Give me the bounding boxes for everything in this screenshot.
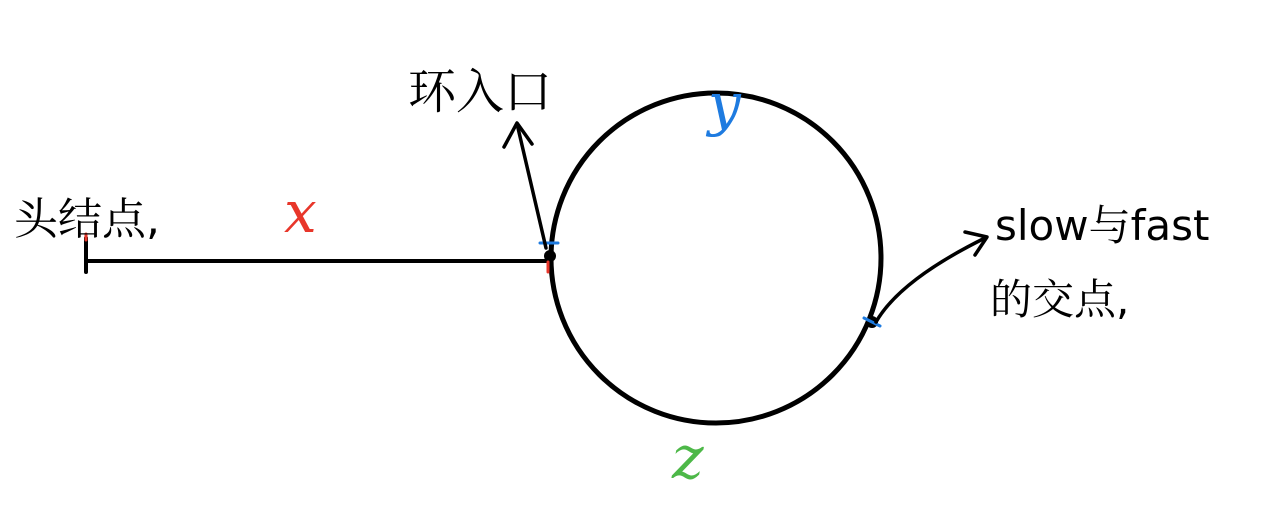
ring-entrance-node	[544, 250, 556, 262]
ring-entrance-arrow	[518, 128, 546, 248]
segment-x-label: x	[284, 178, 317, 246]
head-node-label: 头结点,	[14, 194, 160, 245]
meeting-point-arrow	[876, 238, 985, 322]
segment-y-label: y	[708, 70, 741, 138]
ring-entrance-label: 环入口	[408, 64, 553, 120]
meeting-point-label-line2: 的交点,	[990, 275, 1130, 324]
segment-z-label: z	[672, 423, 704, 493]
cycle-ring	[551, 93, 881, 423]
meeting-point-label-line1: slow与fast	[995, 201, 1210, 250]
